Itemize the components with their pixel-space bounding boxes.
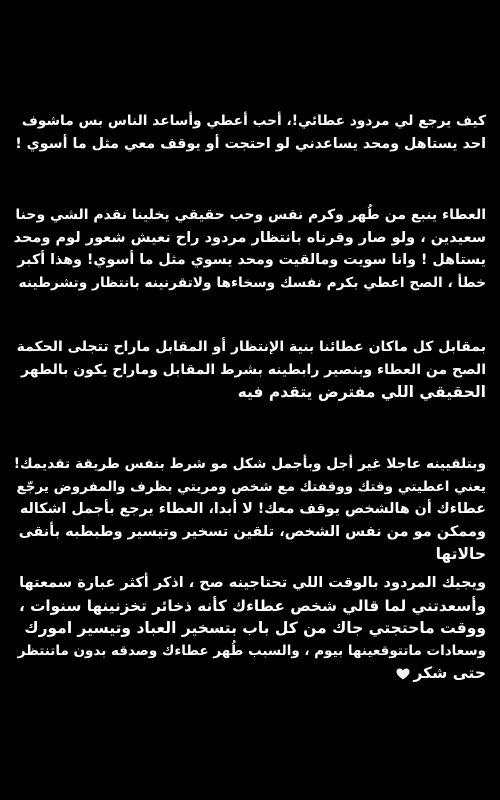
paragraph-line: وأسعدتني لما قالي شخص عطاءك كأنه ذخائر تخزنينها سنوات ، bbox=[18, 596, 486, 615]
paragraph-1 bbox=[14, 110, 486, 155]
paragraph-last-line bbox=[14, 662, 486, 685]
paragraph-line: العطاء ينبع من طُهر وكرم نفس وحب حقيقي يخلينا نقدم الشي وحنا bbox=[15, 207, 486, 223]
paragraph-line: حالاتها bbox=[435, 545, 486, 563]
paragraph-line: وسعادات ماتتوقعينها بيوم ، والسبب طُهر عطاءك وصدقه بدون ماتنتظر bbox=[17, 642, 486, 659]
paragraph-line: وممكن مو من نفس الشخص، تلقين تسخير وتيسير وطبطبه بأنقى bbox=[18, 523, 486, 540]
paragraph-5 bbox=[14, 572, 486, 685]
paragraph-line: كيف يرجع لي مردود عطائي!، أحب أعطي وأساعد الناس بس ماشوف bbox=[21, 113, 486, 129]
paragraph-line: بمقابل كل ماكان عطائنا بنية الإنتظار أو المقابل ماراح تتجلى الحكمة bbox=[16, 339, 486, 355]
paragraph-line: احد يستاهل ومحد يساعدني لو احتجت أو يوقف معي مثل ما أسوي ! bbox=[15, 135, 486, 152]
white-heart-icon bbox=[396, 668, 410, 680]
paragraph-line: ويجيك المردود بالوقت اللي تحتاجينه صح ، اذكر أكثر عبارة سمعتها bbox=[19, 575, 486, 591]
paragraph-line: يستاهل ! وانا سويت ومالقيت ومحد يسوي مثل ما أسوي! وهذا أكبر bbox=[17, 252, 486, 268]
paragraph-3 bbox=[14, 336, 486, 404]
paragraph-line: وبتلقيينه عاجلا غير أجل وبأجمل شكل مو شرط بنفس طريقة تقديمك! bbox=[13, 456, 486, 472]
paragraph-line-text: حتى شكر bbox=[413, 664, 486, 682]
paragraph-line: يعني اعطيتي وقتك ووقفتك مع شخص ومريتي بظرف والمفروض يرجّع bbox=[16, 478, 486, 495]
paragraph-line: عطاءك أن هالشخص يوقف معك! لا أبدا، العطاء يرجع بأجمل اشكاله bbox=[19, 501, 486, 517]
paragraph-4 bbox=[14, 453, 486, 566]
heart-shape bbox=[396, 668, 409, 679]
paragraph-line: الصح من العطاء وبنصير رابطينه بشرط المقابل وماراح يكون بالطهر bbox=[21, 361, 486, 378]
paragraph-line: خطأ ، الصح اعطي بكرم نفسك وسخاءها ولاتقرنينه بانتظار وتشرطينه bbox=[18, 274, 486, 291]
paragraph-line: ووقت ماحتجتي جاك من كل باب بتسخير العباد وتيسير امورك bbox=[24, 619, 486, 637]
paragraph-line: الحقيقي اللي مفترض يتقدم فيه bbox=[237, 383, 486, 401]
paragraph-2 bbox=[14, 204, 486, 294]
paragraph-line: سعيدين ، ولو صار وقرناه بانتظار مردود راح نعيش شعور لوم ومحد bbox=[13, 229, 486, 246]
